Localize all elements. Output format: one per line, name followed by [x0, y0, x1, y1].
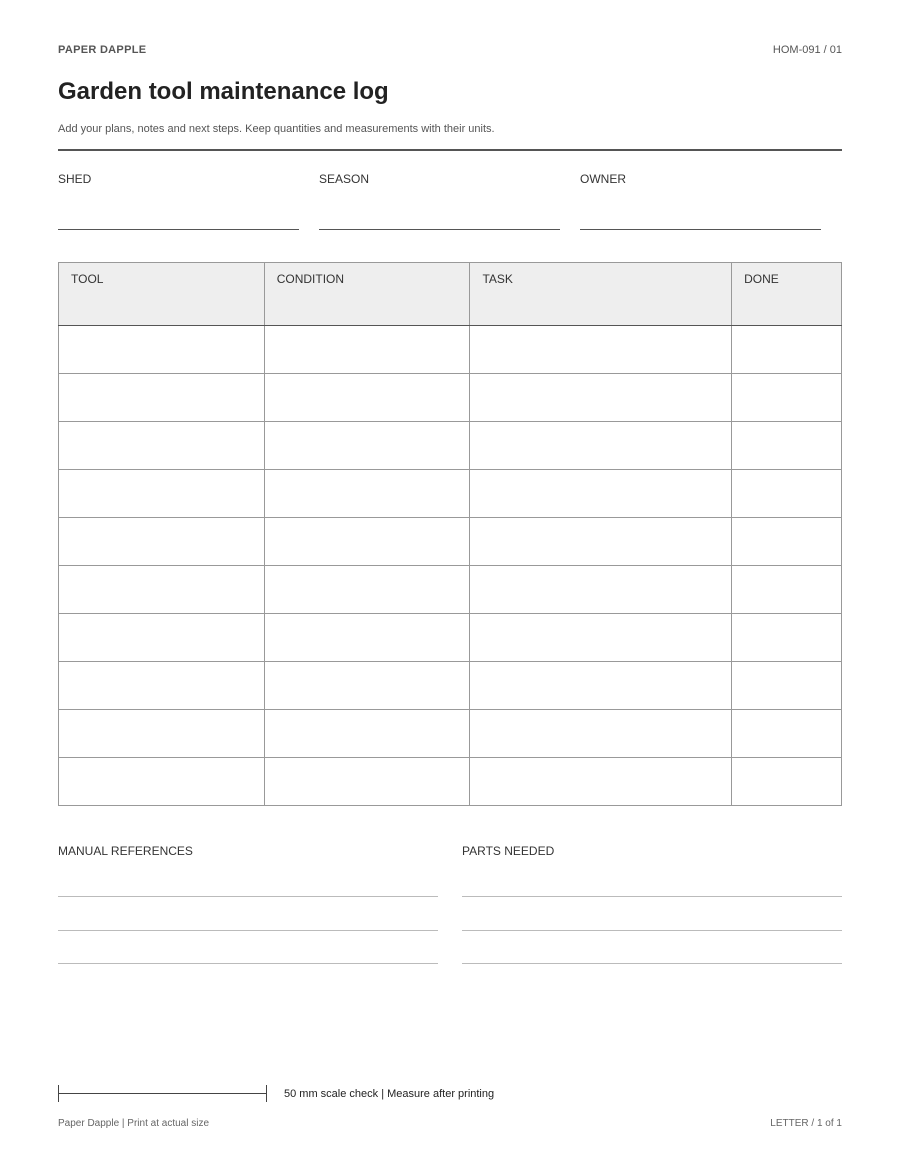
tool-cell[interactable] [59, 374, 265, 422]
manual-references-section [58, 844, 438, 858]
owner-field[interactable] [580, 172, 626, 186]
scale-check-bar [58, 1085, 267, 1102]
owner-label: OWNER [580, 172, 626, 186]
table-row [59, 470, 842, 518]
tool-cell[interactable] [59, 326, 265, 374]
condition-cell[interactable] [264, 518, 470, 566]
tool-cell[interactable] [59, 566, 265, 614]
scale-tick-right [266, 1085, 267, 1102]
done-cell[interactable] [732, 470, 842, 518]
table-row [59, 662, 842, 710]
table-row [59, 758, 842, 806]
tool-cell[interactable] [59, 422, 265, 470]
brand-name: PAPER DAPPLE [58, 44, 147, 56]
done-cell[interactable] [732, 662, 842, 710]
manual-references-line[interactable] [58, 896, 438, 897]
tool-cell[interactable] [59, 662, 265, 710]
condition-cell[interactable] [264, 374, 470, 422]
season-field[interactable] [319, 172, 369, 186]
shed-label: SHED [58, 172, 92, 186]
season-write-line[interactable] [319, 229, 560, 230]
condition-cell[interactable] [264, 422, 470, 470]
done-cell[interactable] [732, 422, 842, 470]
footer-left-text: Paper Dapple | Print at actual size [58, 1118, 210, 1129]
done-cell[interactable] [732, 326, 842, 374]
table-row [59, 566, 842, 614]
condition-cell[interactable] [264, 566, 470, 614]
tool-cell[interactable] [59, 614, 265, 662]
footer-page-info: LETTER / 1 of 1 [770, 1118, 842, 1129]
task-cell[interactable] [470, 470, 732, 518]
parts-needed-label: PARTS NEEDED [462, 844, 555, 858]
manual-references-label: MANUAL REFERENCES [58, 844, 193, 858]
shed-write-line[interactable] [58, 229, 299, 230]
condition-cell[interactable] [264, 662, 470, 710]
task-cell[interactable] [470, 566, 732, 614]
shed-field[interactable] [58, 172, 91, 186]
task-cell[interactable] [470, 710, 732, 758]
column-header-task: TASK [470, 263, 732, 326]
condition-cell[interactable] [264, 614, 470, 662]
done-cell[interactable] [732, 518, 842, 566]
tool-cell[interactable] [59, 470, 265, 518]
maintenance-table [58, 262, 842, 806]
table-row [59, 374, 842, 422]
scale-line [58, 1093, 267, 1094]
task-cell[interactable] [470, 422, 732, 470]
parts-needed-line[interactable] [462, 930, 842, 931]
table-row [59, 326, 842, 374]
manual-references-line[interactable] [58, 963, 438, 964]
done-cell[interactable] [732, 566, 842, 614]
condition-cell[interactable] [264, 470, 470, 518]
tool-cell[interactable] [59, 758, 265, 806]
done-cell[interactable] [732, 710, 842, 758]
column-header-tool: TOOL [59, 263, 265, 326]
manual-references-line[interactable] [58, 930, 438, 931]
condition-cell[interactable] [264, 710, 470, 758]
parts-needed-line[interactable] [462, 963, 842, 964]
task-cell[interactable] [470, 758, 732, 806]
page-subtitle: Add your plans, notes and next steps. Keep quantities and measurements with their units. [58, 123, 495, 135]
table-row [59, 614, 842, 662]
done-cell[interactable] [732, 614, 842, 662]
page-title: Garden tool maintenance log [58, 78, 389, 105]
parts-needed-section [462, 844, 842, 858]
task-cell[interactable] [470, 662, 732, 710]
header-divider [58, 149, 842, 151]
column-header-done: DONE [732, 263, 842, 326]
condition-cell[interactable] [264, 758, 470, 806]
tool-cell[interactable] [59, 518, 265, 566]
done-cell[interactable] [732, 758, 842, 806]
season-label: SEASON [319, 172, 370, 186]
table-header-row [59, 263, 842, 326]
owner-write-line[interactable] [580, 229, 821, 230]
parts-needed-line[interactable] [462, 896, 842, 897]
column-header-condition: CONDITION [264, 263, 470, 326]
table-row [59, 518, 842, 566]
scale-check-text: 50 mm scale check | Measure after printing [284, 1088, 495, 1100]
table-row [59, 422, 842, 470]
tool-cell[interactable] [59, 710, 265, 758]
done-cell[interactable] [732, 374, 842, 422]
document-id: HOM-091 / 01 [772, 44, 842, 56]
task-cell[interactable] [470, 374, 732, 422]
task-cell[interactable] [470, 518, 732, 566]
task-cell[interactable] [470, 326, 732, 374]
condition-cell[interactable] [264, 326, 470, 374]
table-row [59, 710, 842, 758]
task-cell[interactable] [470, 614, 732, 662]
